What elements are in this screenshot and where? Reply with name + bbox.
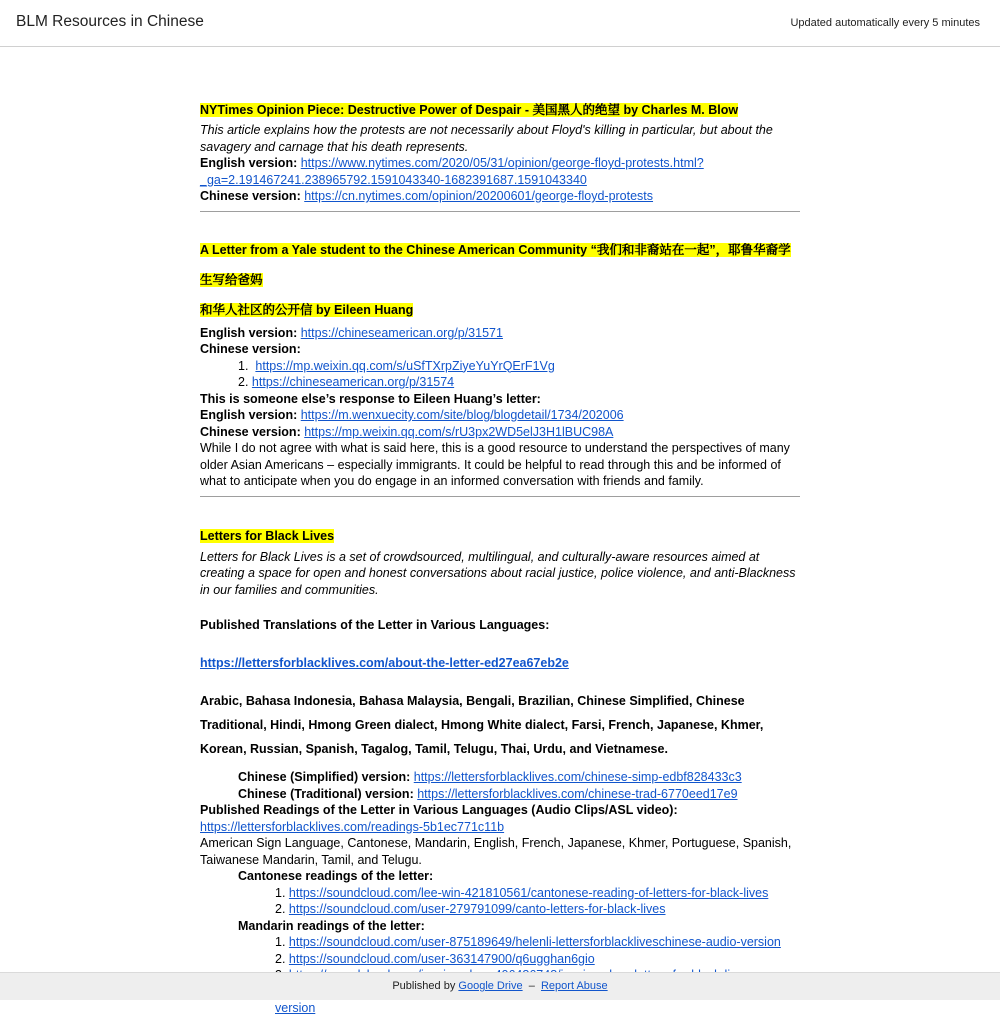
traditional-link[interactable]: https://lettersforblacklives.com/chinese-trad-6770eed17e9: [417, 786, 738, 801]
published-by-text: Published by: [392, 980, 456, 992]
divider: [200, 496, 800, 497]
section-yale-letter: [200, 235, 800, 497]
simplified-link[interactable]: https://lettersforblacklives.com/chinese-simp-edbf828433c3: [413, 770, 742, 784]
english-link[interactable]: https://www.nytimes.com/2020/05/31/opinion/george-floyd-protests.html?: [300, 156, 704, 170]
translations-label: Published Translations of the Letter in Various Languages:: [200, 618, 550, 632]
list-item: 2. https://soundcloud.com/user-279791099/canto-letters-for-black-lives: [275, 902, 666, 916]
readings-label: Published Readings of the Letter in Various Languages (Audio Clips/ASL video):: [200, 803, 678, 817]
translations-link[interactable]: https://lettersforblacklives.com/about-the-letter-ed27ea67eb2e: [200, 655, 569, 670]
list-item: 1. https://soundcloud.com/user-875189649/helenli-lettersforblackliveschinese-audio-version: [275, 935, 781, 949]
list-item: 1. https://mp.weixin.qq.com/s/uSfTXrpZiyeYuYrQErF1Vg: [238, 358, 555, 373]
mandarin-label: Mandarin readings of the letter:: [238, 918, 425, 933]
mandarin-link-3-continued[interactable]: version: [275, 1001, 316, 1015]
response-english-link[interactable]: https://m.wenxuecity.com/site/blog/blogdetail/1734/202006: [300, 408, 624, 422]
section-nytimes: [200, 101, 800, 212]
google-drive-link[interactable]: Google Drive: [458, 980, 523, 992]
mandarin-link-1[interactable]: https://soundcloud.com/user-875189649/helenli-lettersforblackliveschinese-audio-version: [288, 935, 781, 949]
chinese-label: Chinese version:: [200, 189, 301, 203]
section-description: This article explains how the protests are not necessarily about Floyd's killing in particular, but about the savagery and carnage that his death represents.: [200, 123, 773, 154]
response-chinese-label: Chinese version:: [200, 424, 301, 439]
section-heading: NYTimes Opinion Piece: Destructive Power of Despair - 美国黑人的绝望 by Charles M. Blow: [200, 103, 739, 117]
section-heading: Letters for Black Lives: [200, 528, 335, 543]
response-english-label: English version:: [200, 408, 298, 422]
traditional-label: Chinese (Traditional) version:: [238, 786, 414, 801]
english-label: English version:: [200, 325, 298, 340]
chinese-link[interactable]: https://cn.nytimes.com/opinion/20200601/george-floyd-protests: [304, 189, 654, 203]
english-label: English version:: [200, 156, 298, 170]
chinese-links-list: [200, 358, 800, 391]
response-chinese-link[interactable]: https://mp.weixin.qq.com/s/rU3px2WD5elJ3H1lBUC98A: [304, 424, 614, 439]
top-bar: [0, 0, 1000, 47]
report-abuse-link[interactable]: Report Abuse: [540, 980, 608, 992]
footer-bar: [0, 972, 1000, 1000]
readings-languages: American Sign Language, Cantonese, Mandarin, English, French, Japanese, Khmer, Portuguese, Spanish, Taiwanese Mandarin, Tamil, and Telugu.: [200, 836, 792, 867]
document-body: [200, 101, 800, 1017]
cantonese-link-1[interactable]: https://soundcloud.com/lee-win-421810561/cantonese-reading-of-letters-for-black-lives: [288, 885, 769, 900]
response-label: This is someone else’s response to Eileen Huang’s letter:: [200, 391, 541, 406]
cantonese-label: Cantonese readings of the letter:: [238, 869, 434, 883]
section-letters-for-black-lives: [200, 528, 800, 1017]
cantonese-link-2[interactable]: https://soundcloud.com/user-279791099/canto-letters-for-black-lives: [288, 902, 666, 916]
languages-list: Arabic, Bahasa Indonesia, Bahasa Malaysia, Bengali, Brazilian, Chinese Simplified, Chinese Traditional, Hindi, Hmong Green dialect, Hmong White dialect, Farsi, French, Japanese, Khmer, Korean, Russian, Spanish, Tagalog, Tamil, Telugu, Thai, Urdu, and Vietnamese.: [200, 694, 764, 756]
readings-link[interactable]: https://lettersforblacklives.com/readings-5b1ec771c11b: [200, 819, 505, 834]
list-item: 2. https://chineseamerican.org/p/31574: [238, 375, 455, 389]
page-title: BLM Resources in Chinese: [16, 13, 204, 30]
response-note: While I do not agree with what is said here, this is a good resource to understand the perspectives of many older Asian Americans – especially immigrants. It could be helpful to read through this and be informed of what to anticipate when you do engage in an informed conversation with friends and family.: [200, 441, 790, 488]
mandarin-link-2[interactable]: https://soundcloud.com/user-363147900/q6ugghan6gio: [288, 951, 595, 966]
section-heading: A Letter from a Yale student to the Chinese American Community “我们和非裔站在一起”，耶鲁华裔学生写给爸妈: [200, 242, 791, 287]
list-item: 2. https://soundcloud.com/user-363147900/q6ugghan6gio: [275, 951, 595, 966]
chinese-link-1[interactable]: https://mp.weixin.qq.com/s/uSfTXrpZiyeYuYrQErF1Vg: [255, 358, 555, 373]
english-link-continued[interactable]: _ga=2.191467241.238965792.1591043340-1682391687.1591043340: [200, 172, 587, 187]
section-description: Letters for Black Lives is a set of crowdsourced, multilingual, and culturally-aware resources aimed at creating a space for open and honest conversations about racial justice, police violence, and anti-Blackness in our families and communities.: [200, 549, 796, 597]
divider: [200, 211, 800, 212]
update-notice: Updated automatically every 5 minutes: [790, 17, 980, 29]
chinese-link-2[interactable]: https://chineseamerican.org/p/31574: [251, 375, 455, 389]
list-item: 1. https://soundcloud.com/lee-win-421810561/cantonese-reading-of-letters-for-black-lives: [275, 885, 769, 900]
chinese-label: Chinese version:: [200, 342, 301, 356]
footer-separator: –: [528, 980, 535, 992]
english-link[interactable]: https://chineseamerican.org/p/31571: [300, 325, 503, 340]
simplified-label: Chinese (Simplified) version:: [238, 770, 411, 784]
section-heading-cont: 和华人社区的公开信 by Eileen Huang: [200, 302, 414, 317]
